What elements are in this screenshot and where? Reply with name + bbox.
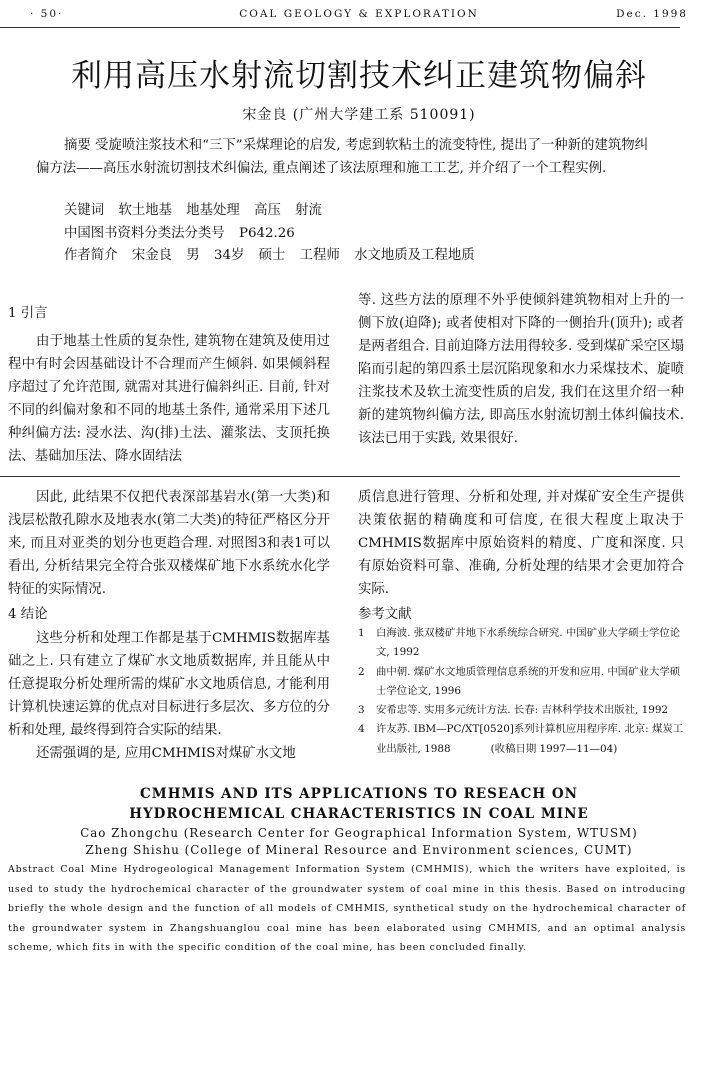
header-rule: [0, 27, 680, 28]
prior-continuation-paragraph: 质信息进行管理、分析和处理, 并对煤矿安全生产提供决策依据的精确度和可信度, 在很大程度上取决于CMHMIS数据库中原始资料的精度、广度和深度. 只有原始资料可靠、准确, 分析处理的结果才会更加符合实际.: [358, 490, 684, 597]
keywords-line: [64, 202, 332, 220]
author-affiliation: 宋金良 (广州大学建工系 510091): [242, 107, 476, 123]
section-heading-conclusion: 4 结论: [8, 607, 48, 622]
journal-name: COAL GEOLOGY & EXPLORATION: [239, 8, 479, 20]
references-heading: 参考文献: [358, 607, 412, 622]
received-date: (收稿日期 1997—11—04): [490, 742, 618, 755]
bio-item: 男: [186, 248, 200, 263]
issue-date: Dec. 1998: [616, 8, 688, 20]
intro-paragraph: 由于地基土性质的复杂性, 建筑物在建筑及使用过程中有时会因基础设计不合理而产生倾斜. 如果倾斜程序超过了允许范围, 就需对其进行偏斜纠正. 目前, 针对不同的纠偏对象和不同的地基土条件, 通常采用下述几种纠偏方法: 浸水法、沟(排)土法、灌浆法、支顶托换法、基础加压法、降水固结法: [8, 334, 330, 464]
bio-label: 作者简介: [64, 248, 118, 263]
bio-item: 水文地质及工程地质: [354, 248, 475, 263]
english-title-line1: CMHMIS AND ITS APPLICATIONS TO RESEACH ON: [140, 786, 578, 802]
reference-list: [358, 624, 684, 759]
english-title-line2: HYDROCHEMICAL CHARACTERISTICS IN COAL MINE: [129, 806, 589, 822]
english-author-1: Cao Zhongchu (Research Center for Geographical Information System, WTUSM): [80, 826, 638, 840]
reference-item: 1 白海波. 张双楼矿井地下水系统综合研究. 中国矿业大学硕士学位论文, 1992: [358, 627, 681, 659]
keyword: 射流: [295, 203, 322, 218]
reference-item: 3 安希忠等. 实用多元统计方法. 长春: 吉林科学技术出版社, 1992: [358, 704, 669, 717]
keywords-label: 关键词: [64, 203, 105, 218]
keyword: 软土地基: [118, 203, 172, 218]
keyword: 地基处理: [186, 203, 240, 218]
classification-line: [64, 225, 305, 243]
bio-item: 硕士: [258, 248, 286, 263]
section-heading-intro: 1 引言: [8, 306, 48, 321]
reference-item: 2 曲中朝. 煤矿水文地质管理信息系统的开发和应用. 中国矿业大学硕士学位论文, 1996: [358, 665, 681, 697]
page-number: · 50·: [30, 8, 64, 20]
bio-item: 34岁: [213, 248, 245, 263]
bio-item: 工程师: [299, 248, 340, 263]
keyword: 高压: [254, 203, 281, 218]
bio-item: 宋金良: [131, 248, 172, 263]
right-column-prior: [358, 486, 684, 601]
author-bio-line: [64, 247, 485, 265]
classification-label: 中国图书资料分类法分类号: [64, 226, 225, 241]
english-author-2: Zheng Shishu (College of Mineral Resource and Environment sciences, CUMT): [85, 843, 633, 857]
section-separator: [0, 476, 680, 477]
classification-value: P642.26: [238, 226, 295, 241]
running-header: [30, 8, 688, 26]
right-column-intro: [358, 289, 684, 450]
chinese-abstract: 摘要 受旋喷注浆技术和“三下”采煤理论的启发, 考虑到软粘土的流变特性, 提出了一种新的建筑物纠偏方法——高压水射流切割技术纠偏法, 重点阐述了该法原理和施工工艺, 并介绍了一个工程实例.: [36, 138, 648, 176]
conclusion-column: [8, 627, 330, 765]
conclusion-paragraph: 这些分析和处理工作都是基于CMHMIS数据库基础之上. 只有建立了煤矿水文地质数据库, 并且能从中任意提取分析处理所需的煤矿水文地质信息, 才能利用计算机快速运算的优点对目标进行多层次、多方位的分析和处理, 最终得到符合实际的结果.: [8, 631, 330, 738]
left-column-intro: [8, 330, 330, 468]
prior-paragraph: 因此, 此结果不仅把代表深部基岩水(第一大类)和浅层松散孔隙水及地表水(第二大类)的特征严格区分开来, 而且对亚类的划分也更趋合理. 对照图3和表1可以看出, 分析结果完全符合张双楼煤矿地下水系统水化学特征的实际情况.: [8, 490, 330, 597]
english-abstract: Abstract Coal Mine Hydrogeological Management Information System (CMHMIS), which the writers have exploited, is used to study the hydrochemical character of the groundwater system of coal mine in this thesis. Based on introducing briefly the whole design and the function of all models of CMHMIS, synthetical study on the hydrochemical character of the groundwater system in Zhangshuanglou coal mine has been elaborated using CMHMIS, and an optimal analysis scheme, which fits in with the specific condition of the coal mine, has been concluded finally.: [8, 864, 686, 953]
article-title: 利用高压水射流切割技术纠正建筑物偏斜: [71, 58, 647, 94]
reference-item: 4 许友苏. IBM—PC/XT[0520]系列计算机应用程序库. 北京: 煤炭工业出版社, 1988 (收稿日期 1997—11—04): [358, 723, 684, 755]
intro-continuation-paragraph: 等. 这些方法的原理不外乎使倾斜建筑物相对上升的一侧下放(迫降); 或者使相对下降的一侧抬升(顶升); 或者是两者组合. 目前迫降方法用得较多. 受到煤矿采空区塌陷而引起的第四系土层沉陷现象和水力采煤技术、旋喷注浆技术及软土流变性质的启发, 我们在这里介绍一种新的建筑物纠偏方法, 即高压水射流切割土体纠偏技术. 该法已用于实践, 效果很好.: [358, 293, 684, 446]
left-column-prior: [8, 486, 330, 601]
conclusion-paragraph: 还需强调的是, 应用CMHMIS对煤矿水文地: [36, 746, 296, 761]
